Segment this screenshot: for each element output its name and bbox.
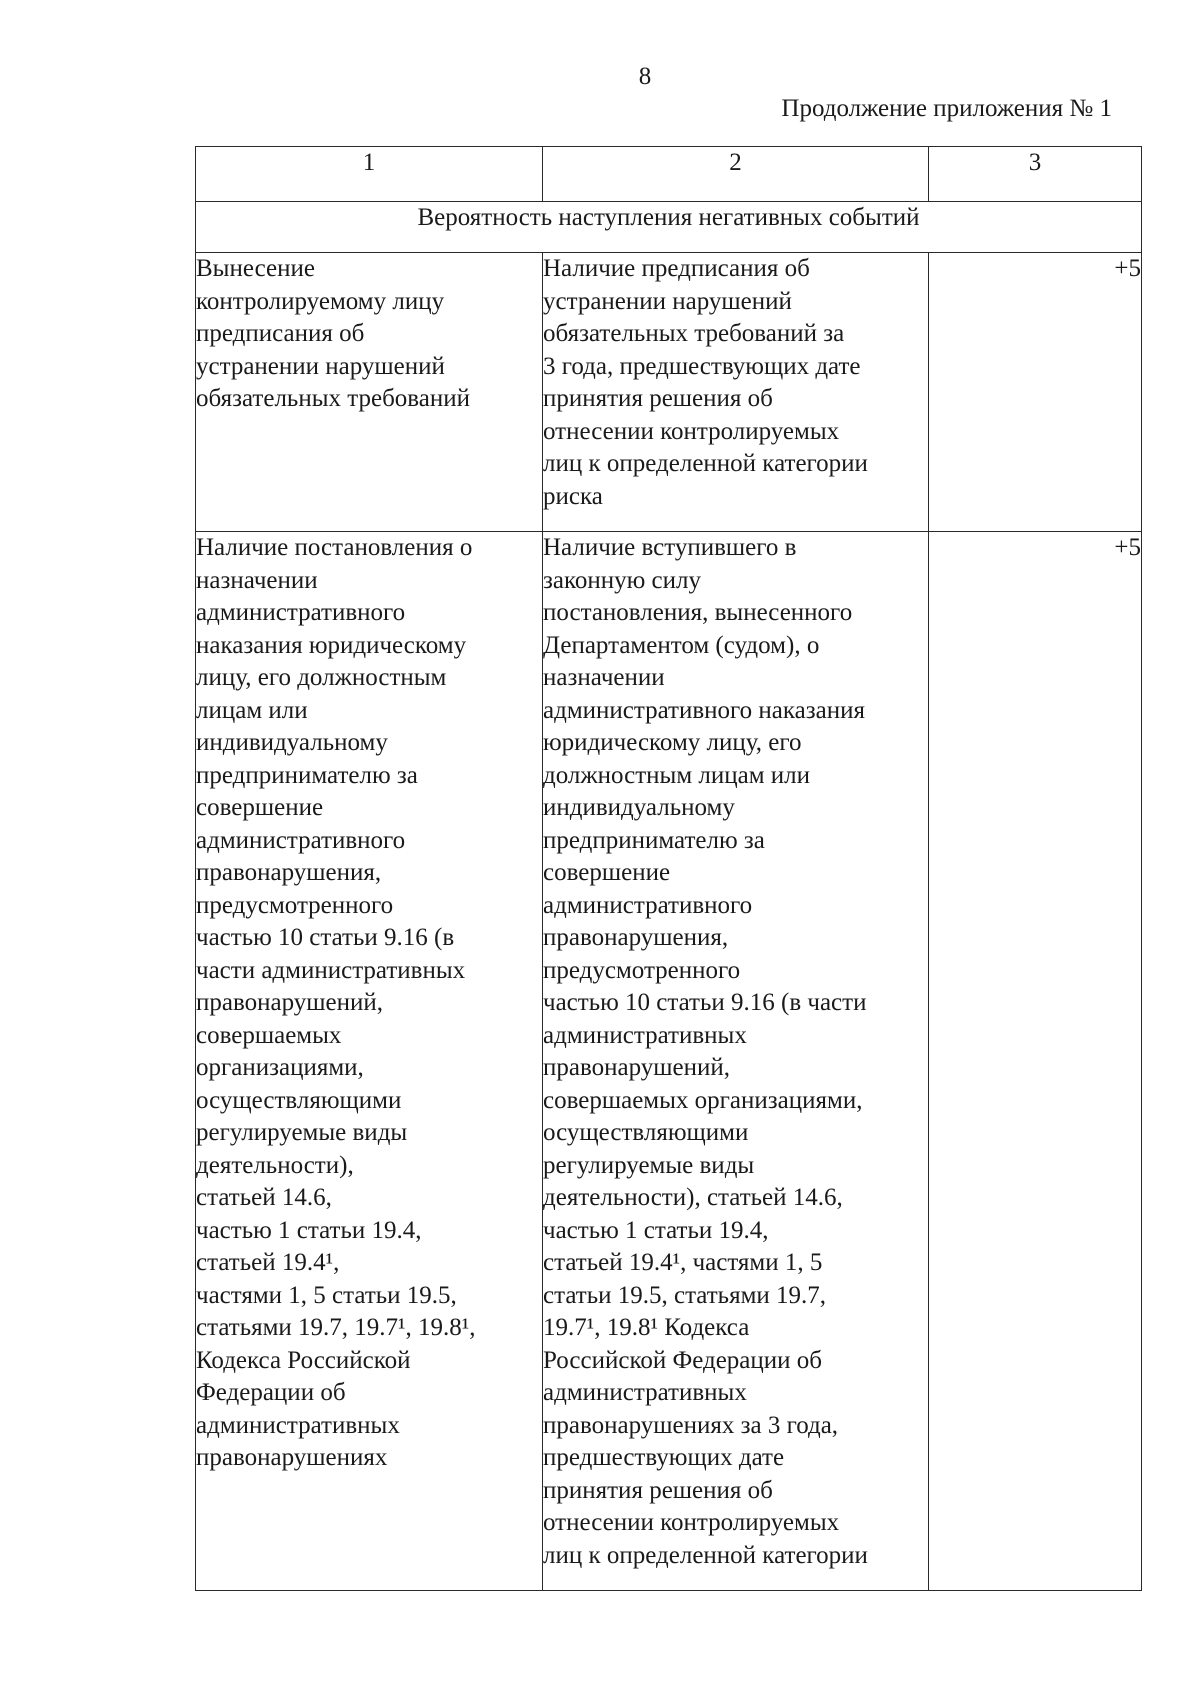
criterion-text: Вынесение контролируемому лицу предписания об устранении нарушений обязательных требований xyxy=(196,255,470,412)
table-row xyxy=(196,532,1142,1591)
criterion-text: Наличие постановления о назначении административного наказания юридическому лицу, его должностным лицам или индивидуальному предпринимателю за совершение административного правонарушения, предусмотренного частью 10 статьи 9.16 (в части административных правонарушений, совершаемых организациями, осуществляющими регулируемые виды деятельности), статьей 14.6, частью 1 статьи 19.4, статьей 19.4¹, частями 1, 5 статьи 19.5, статьями 19.7, 19.7¹, 19.8¹, Кодекса Российской Федерации об административных правонарушениях xyxy=(196,534,476,1471)
score-cell xyxy=(929,532,1142,1591)
column-header-2: 2 xyxy=(543,147,929,202)
score-cell xyxy=(929,253,1142,532)
column-header-1: 1 xyxy=(196,147,543,202)
indicator-cell xyxy=(543,532,929,1591)
indicator-text: Наличие предписания об устранении нарушений обязательных требований за 3 года, предшествующих дате принятия решения об отнесении контролируемых лиц к определенной категории риска xyxy=(543,255,868,510)
indicator-cell xyxy=(543,253,929,532)
table-header-row xyxy=(196,147,1142,202)
appendix-continuation-note: Продолжение приложения № 1 xyxy=(781,95,1112,122)
criterion-cell xyxy=(196,532,543,1591)
score-value: +5 xyxy=(1114,534,1141,561)
criterion-cell xyxy=(196,253,543,532)
score-value: +5 xyxy=(1114,255,1141,282)
criteria-table xyxy=(195,146,1142,1591)
column-header-3: 3 xyxy=(929,147,1142,202)
page-number: 8 xyxy=(638,63,652,90)
table-row xyxy=(196,253,1142,532)
section-title: Вероятность наступления негативных событий xyxy=(196,202,1142,253)
table-section-row xyxy=(196,202,1142,253)
indicator-text: Наличие вступившего в законную силу постановления, вынесенного Департаментом (судом), о назначении административного наказания юридическому лицу, его должностным лицам или индивидуальному предпринимателю за совершение административного правонарушения, предусмотренного частью 10 статьи 9.16 (в части административных правонарушений, совершаемых организациями, осуществляющими регулируемые виды деятельности), статьей 14.6, частью 1 статьи 19.4, статьей 19.4¹, частями 1, 5 статьи 19.5, статьями 19.7, 19.7¹, 19.8¹ Кодекса Российской Федерации об административных правонарушениях за 3 года, предшествующих дате принятия решения об отнесении контролируемых лиц к определенной категории xyxy=(543,534,868,1569)
